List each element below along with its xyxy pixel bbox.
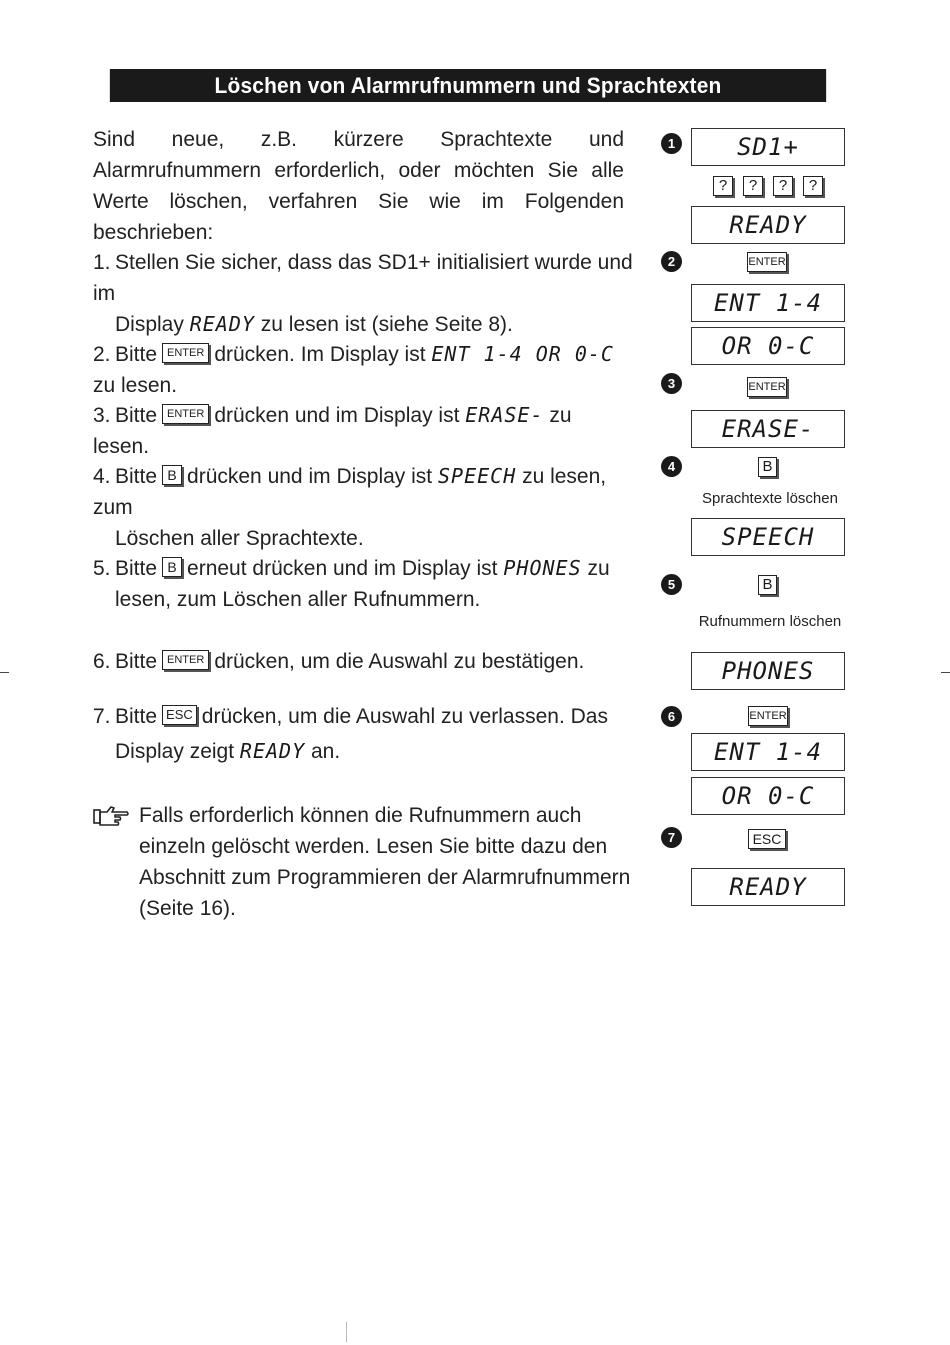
enter-key-icon: ENTER [162, 650, 209, 670]
step-2: 2. Bitte ENTER drücken. Im Display ist ENT 1-4 OR 0-C zu lesen. [93, 342, 614, 397]
step-badge-3: 3 [661, 373, 682, 394]
question-key-icon: ? [773, 176, 793, 196]
lcd-display: ERASE- [691, 410, 845, 448]
lcd-display: PHONES [691, 652, 845, 690]
step-badge-4: 4 [661, 456, 682, 477]
enter-key-icon: ENTER [747, 252, 787, 272]
esc-key-icon: ESC [748, 829, 786, 849]
lcd-text-ready: READY [239, 739, 306, 763]
step-badge-6: 6 [661, 706, 682, 727]
question-key-icon: ? [713, 176, 733, 196]
question-key-icon: ? [803, 176, 823, 196]
lcd-text-phones: PHONES [503, 556, 582, 580]
lcd-display: ENT 1-4 [691, 733, 845, 771]
crop-mark-right [941, 672, 950, 673]
esc-key-icon: ESC [162, 705, 197, 725]
question-key-icon: ? [743, 176, 763, 196]
step-4: 4. Bitte B drücken und im Display ist SPEECH zu lesen, zum Löschen aller Sprachtexte. [93, 464, 607, 550]
step-1: 1. Stellen Sie sicher, dass das SD1+ initialisiert wurde und im Display READY zu lesen ist (siehe Seite 8). [93, 251, 633, 336]
lcd-display: READY [691, 868, 845, 906]
lcd-display: SD1+ [691, 128, 845, 166]
step-badge-5: 5 [661, 574, 682, 595]
enter-key-icon: ENTER [748, 706, 788, 726]
lcd-display: OR 0-C [691, 327, 845, 365]
step-7: 7. Bitte ESC drücken, um die Auswahl zu verlassen. Das Display zeigt READY an. [93, 705, 608, 763]
step-6: 6. Bitte ENTER drücken, um die Auswahl zu bestätigen. [93, 650, 585, 673]
caption-rufnummern: Rufnummern löschen [698, 613, 842, 630]
enter-key-icon: ENTER [162, 404, 209, 424]
step-badge-7: 7 [661, 827, 682, 848]
lcd-text-speech: SPEECH [437, 464, 517, 488]
step-badge-1: 1 [661, 133, 682, 154]
pointing-hand-icon [93, 804, 129, 828]
lcd-display: READY [691, 206, 845, 244]
step-5: 5. Bitte B erneut drücken und im Display ist PHONES zu lesen, zum Löschen aller Rufnummern. [93, 556, 610, 611]
crop-mark-bottom [346, 1322, 347, 1342]
lcd-text-ready: READY [189, 312, 255, 336]
step-badge-2: 2 [661, 251, 682, 272]
b-key-icon: B [162, 465, 182, 485]
lcd-text-ent: ENT 1-4 OR 0-C [431, 342, 614, 366]
step-3: 3. Bitte ENTER drücken und im Display ist ERASE- zu lesen. [93, 403, 572, 458]
lcd-display: ENT 1-4 [691, 284, 845, 322]
crop-mark-left [0, 672, 9, 673]
lcd-text-erase: ERASE- [465, 403, 544, 427]
enter-key-icon: ENTER [747, 377, 787, 397]
intro-paragraph: Sind neue, z.B. kürzere Sprachtexte und Alarmrufnummern erforderlich, oder möchten Sie alle Werte löschen, verfahren Sie wie im Folgenden beschrieben: [93, 128, 624, 244]
caption-sprachtexte: Sprachtexte löschen [702, 490, 838, 507]
enter-key-icon: ENTER [162, 343, 209, 363]
b-key-icon: B [758, 575, 777, 595]
lcd-display: SPEECH [691, 518, 845, 556]
lcd-display: OR 0-C [691, 777, 845, 815]
page-title: Löschen von Alarmrufnummern und Sprachtexten [110, 69, 826, 102]
note-text: Falls erforderlich können die Rufnummern auch einzeln gelöscht werden. Lesen Sie bitte dazu den Abschnitt zum Programmieren der Alarmrufnummern (Seite 16). [139, 804, 631, 920]
b-key-icon: B [758, 457, 777, 477]
b-key-icon: B [162, 557, 182, 577]
